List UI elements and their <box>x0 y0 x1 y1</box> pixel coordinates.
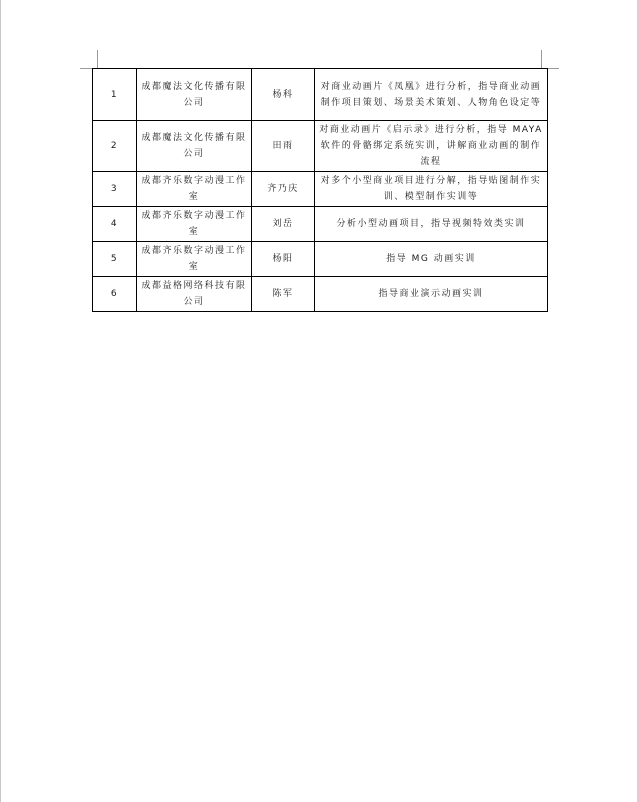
row-number-cell: 5 <box>93 242 137 277</box>
training-content-cell: 分析小型动画项目，指导视频特效类实训 <box>315 207 548 242</box>
row-number-cell: 3 <box>93 172 137 207</box>
mentor-name-cell: 陈军 <box>252 277 315 312</box>
mentor-name-cell: 刘岳 <box>252 207 315 242</box>
crop-mark-top-left-vertical <box>97 50 98 68</box>
row-number-cell: 4 <box>93 207 137 242</box>
enterprise-mentor-table <box>92 68 548 312</box>
mentor-name-cell: 杨科 <box>252 69 315 121</box>
training-content-cell: 对商业动画片《凤凰》进行分析，指导商业动画制作项目策划、场景美术策划、人物角色设定等 <box>315 69 548 121</box>
row-number-cell: 1 <box>93 69 137 121</box>
mentor-name-cell: 田雨 <box>252 121 315 172</box>
training-content-cell: 对商业动画片《启示录》进行分析，指导 MAYA 软件的骨骼绑定系统实训，讲解商业动画的制作流程 <box>315 121 548 172</box>
crop-mark-top-right-vertical <box>541 50 542 68</box>
company-cell: 成都齐乐数字动漫工作室 <box>137 172 252 207</box>
row-number-cell: 6 <box>93 277 137 312</box>
table-row <box>93 242 548 277</box>
mentor-name-cell: 齐乃庆 <box>252 172 315 207</box>
training-content-cell: 指导 MG 动画实训 <box>315 242 548 277</box>
company-cell: 成都魔法文化传播有限公司 <box>137 121 252 172</box>
training-content-cell: 指导商业演示动画实训 <box>315 277 548 312</box>
company-cell: 成都魔法文化传播有限公司 <box>137 69 252 121</box>
table-row <box>93 172 548 207</box>
row-number-cell: 2 <box>93 121 137 172</box>
training-content-cell: 对多个小型商业项目进行分解，指导贴图制作实训、模型制作实训等 <box>315 172 548 207</box>
company-cell: 成都齐乐数字动漫工作室 <box>137 242 252 277</box>
page-edge-left <box>0 0 1 802</box>
table-row <box>93 207 548 242</box>
company-cell: 成都益格网络科技有限公司 <box>137 277 252 312</box>
table-row <box>93 121 548 172</box>
table-row <box>93 277 548 312</box>
mentor-name-cell: 杨阳 <box>252 242 315 277</box>
company-cell: 成都齐乐数字动漫工作室 <box>137 207 252 242</box>
table-row <box>93 69 548 121</box>
